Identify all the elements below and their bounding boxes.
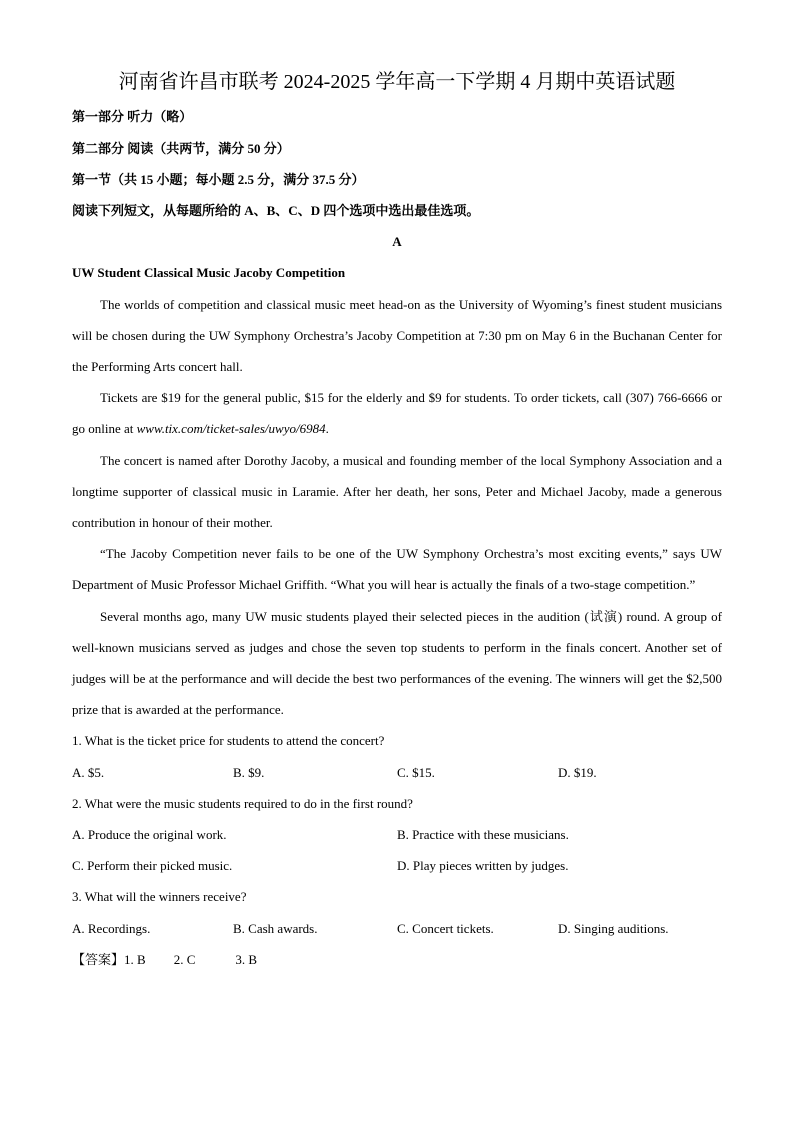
question-2-options-row-1 [72,819,722,850]
question-1-options [72,757,722,788]
answer-1: 1. B [124,951,146,967]
question-3-option-d: D. Singing auditions. [558,920,669,936]
question-2: 2. What were the music students required to do in the first round? [72,795,413,811]
question-2-option-b: B. Practice with these musicians. [397,827,569,843]
question-2-option-d: D. Play pieces written by judges. [397,858,569,874]
question-3-option-c: C. Concert tickets. [397,920,494,936]
question-2-option-c: C. Perform their picked music. [72,858,233,874]
question-2-options-row-2 [72,850,722,881]
answer-key [72,944,722,975]
question-1: 1. What is the ticket price for students to attend the concert? [72,733,385,749]
answer-3: 3. B [235,951,258,967]
passage-heading: UW Student Classical Music Jacoby Competition [72,265,346,281]
answer-label: 【答案】 [72,951,125,967]
passage-label: A [392,234,402,250]
question-3: 3. What will the winners receive? [72,889,247,905]
part2-heading: 第二部分 阅读（共两节，满分 50 分） [72,140,290,156]
passage-paragraph-5: Several months ago, many UW music students played their selected pieces in the audition (试演) round. A group of well-known musicians served as judges and chose the seven top students to perform in the finals concert. Another set of judges will be at the performance and will decide the best two performances of the evening. The winners will get the $2,500 prize that is awarded at the performance. [72,608,722,718]
question-3-options [72,913,722,944]
paragraph-2-end: . [325,421,329,437]
passage-paragraph-1: The worlds of competition and classical music meet head-on as the University of Wyoming’s finest student musicians will be chosen during the UW Symphony Orchestra’s Jacoby Competition at 7:30 pm on May 6 in the Buchanan Center for the Performing Arts concert hall. [72,296,722,375]
question-1-option-c: C. $15. [397,764,435,780]
passage-paragraph-2 [72,382,722,444]
page-title: 河南省许昌市联考 2024-2025 学年高一下学期 4 月期中英语试题 [118,71,676,93]
paragraph-2-text: Tickets are $19 for the general public, $15 for the elderly and $9 for students. To order tickets, call (307) 766-6666 or go online at [72,390,722,437]
question-3-option-a: A. Recordings. [72,920,151,936]
passage-paragraph-3: The concert is named after Dorothy Jacoby, a musical and founding member of the local Symphony Association and a longtime supporter of classical music in Laramie. After her death, her sons, Peter and Michael Jacoby, made a generous contribution in honour of their mother. [72,452,722,531]
reading-instruction: 阅读下列短文，从每题所给的 A、B、C、D 四个选项中选出最佳选项。 [72,203,480,218]
question-1-option-b: B. $9. [233,764,265,780]
question-1-option-a: A. $5. [72,764,105,780]
page-content [72,101,722,975]
question-2-option-a: A. Produce the original work. [72,827,227,843]
question-1-option-d: D. $19. [558,764,597,780]
ticket-website-url: www.tix.com/ticket-sales/uwyo/6984 [136,421,326,437]
passage-paragraph-4: “The Jacoby Competition never fails to be one of the UW Symphony Orchestra’s most exciting events,” says UW Department of Music Professor Michael Griffith. “What you will hear is actually the finals of a two-stage competition.” [72,546,722,593]
part1-heading: 第一部分 听力（略） [72,109,193,125]
answer-2: 2. C [173,951,196,967]
section1-heading: 第一节（共 15 小题；每小题 2.5 分，满分 37.5 分） [72,171,365,187]
question-3-option-b: B. Cash awards. [233,920,318,936]
